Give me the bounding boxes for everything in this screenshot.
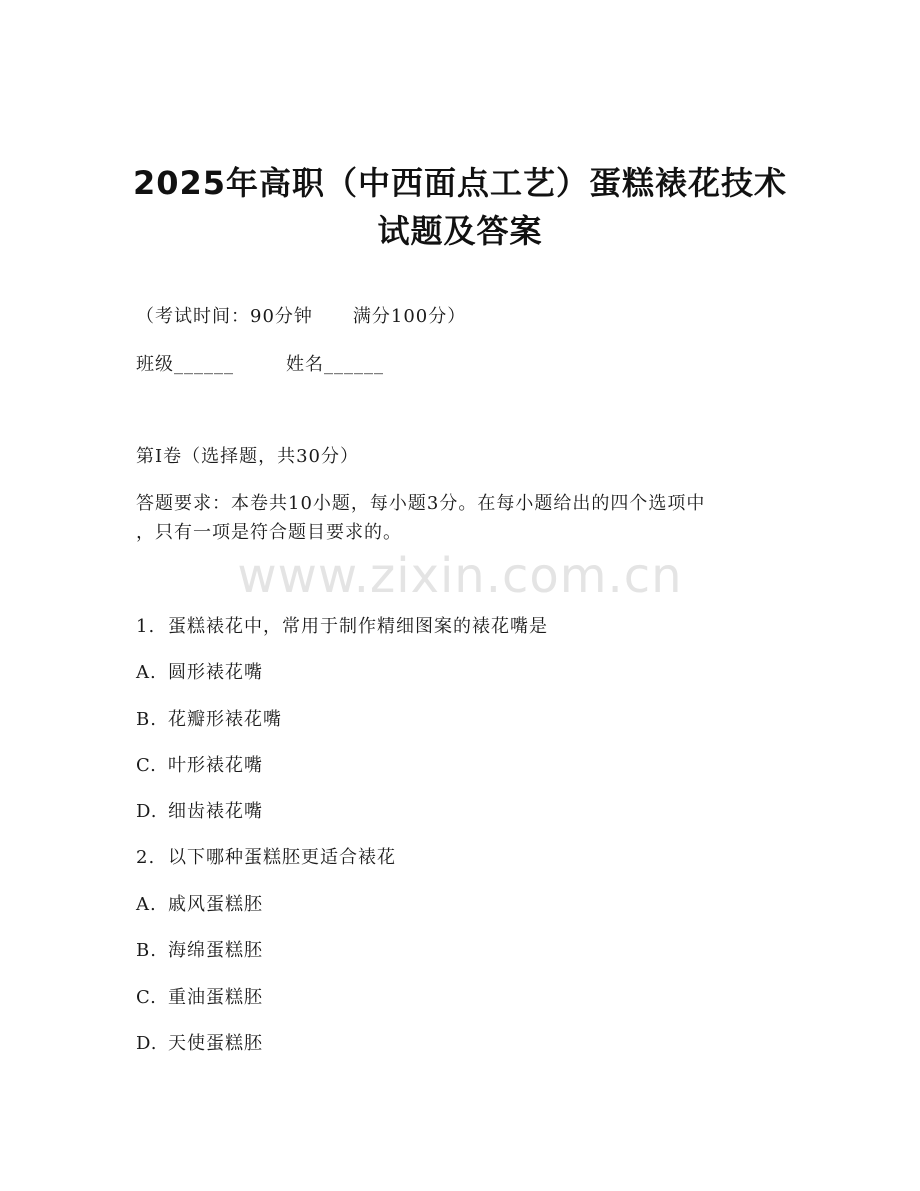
option-1a [136,658,263,684]
option-label: D. [136,801,158,822]
option-text: 重油蛋糕胚 [168,987,263,1008]
question-2 [136,843,396,869]
option-1c [136,751,263,777]
question-number: 2. [136,847,156,868]
option-2d [136,1029,263,1055]
option-label: C. [136,755,157,776]
question-text: 蛋糕裱花中，常用于制作精细图案的裱花嘴是 [168,616,548,637]
option-text: 海绵蛋糕胚 [168,940,263,961]
student-info [136,350,384,376]
option-2c [136,983,263,1009]
document-title-line-1: 2025年高职（中西面点工艺）蛋糕裱花技术 [132,164,788,202]
document-title-line-2: 试题及答案 [377,212,543,250]
option-1b [136,705,282,731]
option-2a [136,890,263,916]
option-text: 戚风蛋糕胚 [168,894,263,915]
instructions-line-1: 答题要求：本卷共10小题，每小题3分。在每小题给出的四个选项中 [136,493,706,514]
instructions-line-2: ，只有一项是符合题目要求的。 [136,522,402,543]
full-score: 满分100分） [352,306,467,327]
option-label: C. [136,987,157,1008]
class-field: 班级______ [136,354,234,375]
exam-info [136,302,466,328]
watermark: www.zixin.com.cn [237,548,683,604]
question-number: 1. [136,616,156,637]
option-1d [136,797,263,823]
option-label: A. [136,662,157,683]
option-label: A. [136,894,157,915]
option-2b [136,936,263,962]
option-label: B. [136,709,157,730]
section-title: 第Ⅰ卷（选择题，共30分） [136,446,360,467]
question-1 [136,612,548,638]
question-text: 以下哪种蛋糕胚更适合裱花 [168,847,396,868]
option-text: 天使蛋糕胚 [168,1033,263,1054]
exam-time: （考试时间：90分钟 [136,306,313,327]
option-text: 圆形裱花嘴 [168,662,263,683]
option-label: D. [136,1033,158,1054]
option-text: 叶形裱花嘴 [168,755,263,776]
option-label: B. [136,940,157,961]
option-text: 细齿裱花嘴 [168,801,263,822]
option-text: 花瓣形裱花嘴 [168,709,282,730]
name-field: 姓名______ [286,354,384,375]
